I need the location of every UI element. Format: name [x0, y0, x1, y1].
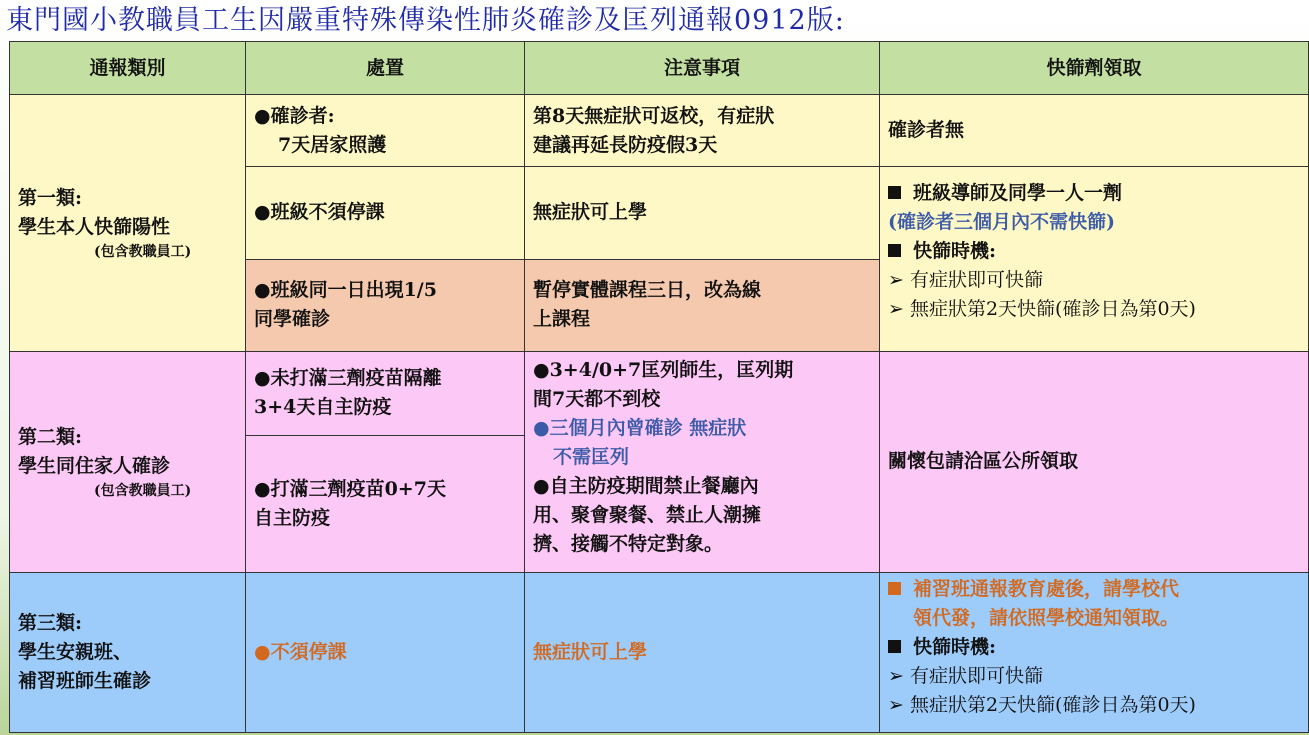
cat1-r1-handling [246, 95, 525, 167]
square-bullet-icon [888, 244, 901, 257]
category-2-desc: 學生同住家人確診 [18, 454, 171, 477]
text-line: (確診者三個月內不需快篩) [888, 211, 1115, 234]
category-2-note: (包含教職員工) [94, 482, 192, 499]
text-line: 用、聚會聚餐、禁止人潮擁 [533, 503, 762, 526]
text-line [888, 179, 1300, 208]
notification-table [9, 41, 1309, 733]
header-handling: 處置 [246, 42, 525, 95]
cat1-r3-handling [246, 259, 525, 351]
text-line: 第8天無症狀可返校，有症狀 [533, 104, 775, 127]
kit-text: 快篩時機: [913, 635, 997, 658]
text-line: 建議再延長防疫假3天 [533, 133, 718, 156]
category-2-cell [10, 351, 246, 572]
text-line [888, 237, 1300, 266]
table-header-row [10, 42, 1309, 95]
text-line: ➢ 有症狀即可快篩 [888, 269, 1043, 292]
header-category: 通報類別 [10, 42, 246, 95]
text-line: 暫停實體課程三日，改為線 [533, 279, 762, 302]
square-bullet-icon [888, 186, 901, 199]
text-line: ➢ 無症狀第2天快篩(確診日為第0天) [888, 298, 1196, 321]
text-line: 自主防疫 [254, 506, 331, 529]
text-line: 間7天都不到校 [533, 387, 661, 410]
table-row [10, 95, 1309, 167]
header-test-kit: 快篩劑領取 [880, 42, 1309, 95]
text-line: 不需匡列 [553, 445, 630, 468]
square-bullet-icon [888, 640, 901, 653]
kit-text: 補習班通報教育處後，請學校代 [913, 577, 1180, 600]
category-1-note: (包含教職員工) [94, 244, 192, 260]
header-notes: 注意事項 [525, 42, 880, 95]
table-row [10, 351, 1309, 435]
cat1-r3-notes [525, 259, 880, 351]
cat1-r1-notes [525, 95, 880, 167]
category-1-label: 第一類: [18, 187, 83, 209]
category-1-cell [10, 95, 246, 352]
category-1-desc: 學生本人快篩陽性 [18, 216, 171, 238]
text-line [888, 575, 1300, 604]
text-line: ●確診者: [254, 104, 335, 127]
text-line: ➢ 無症狀第2天快篩(確診日為第0天) [888, 693, 1196, 716]
cat1-r1-kit: 確診者無 [880, 95, 1309, 167]
cat3-notes: 無症狀可上學 [525, 572, 880, 733]
text-line: ➢ 有症狀即可快篩 [888, 664, 1043, 687]
cat3-handling: ●不須停課 [246, 572, 525, 733]
category-3-cell [10, 572, 246, 733]
text-line: 3+4天自主防疫 [254, 396, 392, 419]
kit-text: 快篩時機: [913, 240, 997, 263]
cat1-r2-notes: 無症狀可上學 [525, 167, 880, 259]
table-row [10, 572, 1309, 733]
text-line: ●3+4/0+7匡列師生，匡列期 [533, 358, 794, 381]
category-3-label: 第三類: [18, 611, 83, 634]
square-bullet-icon [888, 582, 901, 595]
text-line: 領代發，請依照學校通知領取。 [913, 606, 1180, 629]
text-line: 擠、接觸不特定對象。 [533, 532, 724, 555]
text-line [888, 633, 1300, 662]
category-3-desc-2: 補習班師生確診 [18, 669, 152, 692]
text-line: ●打滿三劑疫苗0+7天 [254, 477, 446, 500]
text-line: 7天居家照護 [278, 133, 387, 156]
category-3-desc: 學生安親班、 [18, 640, 133, 663]
cat1-r2-handling: ●班級不須停課 [246, 167, 525, 259]
text-line: ●自主防疫期間禁止餐廳內 [533, 474, 759, 497]
cat3-kit-cell [880, 572, 1309, 733]
cat2-r1-handling [246, 351, 525, 435]
kit-text: 班級導師及同學一人一劑 [913, 182, 1123, 205]
text-line: 上課程 [533, 308, 591, 331]
page-title: 東門國小教職員工生因嚴重特殊傳染性肺炎確診及匡列通報0912版: [6, 5, 845, 36]
cat2-r2-handling [246, 436, 525, 572]
cat2-kit: 關懷包請洽區公所領取 [880, 351, 1309, 572]
category-2-label: 第二類: [18, 425, 83, 448]
text-line: ●未打滿三劑疫苗隔離 [254, 367, 442, 390]
text-line: ●三個月內曾確診 無症狀 [533, 416, 747, 439]
text-line: ●班級同一日出現1/5 [254, 279, 437, 302]
text-line: 同學確診 [254, 308, 331, 331]
cat1-kit-cell [880, 167, 1309, 352]
cat2-notes-cell [525, 351, 880, 572]
